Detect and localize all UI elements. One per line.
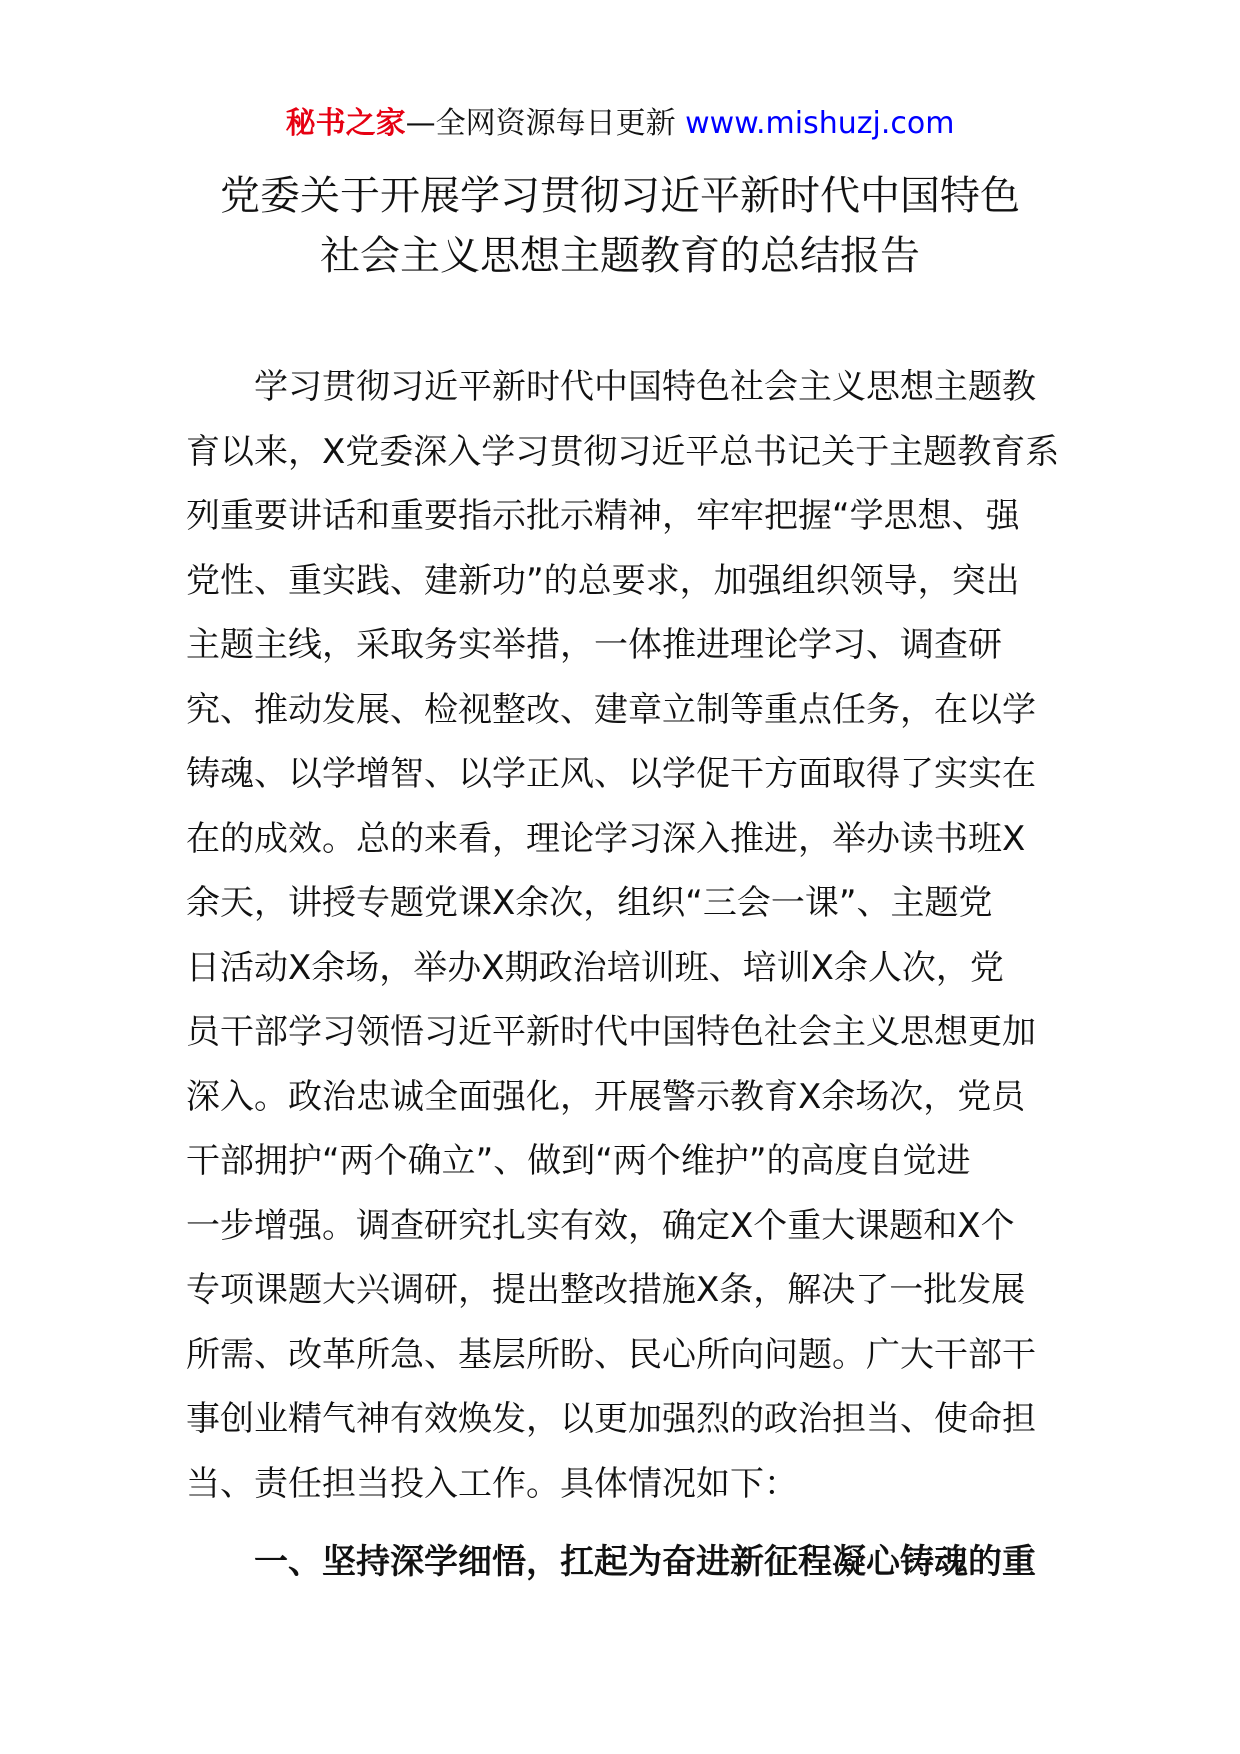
brand-name: 秘书之家 (285, 106, 406, 141)
body-line: 员干部学习领悟习近平新时代中国特色社会主义思想更加 (186, 1012, 1036, 1052)
brand-url[interactable]: www.mishuzj.com (685, 106, 955, 141)
document-title (0, 166, 1240, 286)
body-line: 党性、重实践、建新功”的总要求，加强组织领导，突出 (186, 560, 1020, 601)
document-body (186, 355, 1060, 1516)
body-line: 深入。政治忠诚全面强化，开展警示教育X余场次，党员 (186, 1076, 1026, 1117)
body-line: 学习贯彻习近平新时代中国特色社会主义思想主题教 (254, 367, 1036, 407)
body-line: 究、推动发展、检视整改、建章立制等重点任务，在以学 (186, 689, 1036, 730)
body-line: 育以来，X党委深入学习贯彻习近平总书记关于主题教育系 (186, 431, 1060, 472)
body-line: 专项课题大兴调研，提出整改措施X条，解决了一批发展 (186, 1270, 1026, 1310)
body-line: 所需、改革所急、基层所盼、民心所向问题。广大干部干 (186, 1334, 1036, 1375)
body-line: 干部拥护“两个确立”、做到“两个维护”的高度自觉进 (186, 1141, 971, 1181)
body-line: 余天，讲授专题党课X余次，组织“三会一课”、主题党 (186, 883, 993, 923)
title-line-2: 社会主义思想主题教育的总结报告 (320, 233, 920, 279)
body-line: 一步增强。调查研究扎实有效，确定X个重大课题和X个 (186, 1205, 1015, 1246)
body-line: 事创业精气神有效焕发，以更加强烈的政治担当、使命担 (186, 1399, 1036, 1439)
title-line-1: 党委关于开展学习贯彻习近平新时代中国特色 (220, 173, 1020, 219)
body-line: 日活动X余场，举办X期政治培训班、培训X余人次，党 (186, 947, 1004, 988)
body-line: 在的成效。总的来看，理论学习深入推进，举办读书班X (186, 818, 1026, 859)
watermark-banner (0, 102, 1240, 146)
section-heading: 一、坚持深学细悟，扛起为奋进新征程凝心铸魂的重 (254, 1542, 1036, 1582)
body-line: 主题主线，采取务实举措，一体推进理论学习、调查研 (186, 625, 1002, 665)
body-line: 列重要讲话和重要指示批示精神，牢牢把握“学思想、强 (186, 496, 1020, 536)
brand-tagline: —全网资源每日更新 (405, 106, 676, 141)
body-line: 铸魂、以学增智、以学正风、以学促干方面取得了实实在 (186, 754, 1036, 794)
body-line: 当、责任担当投入工作。具体情况如下： (186, 1463, 798, 1504)
